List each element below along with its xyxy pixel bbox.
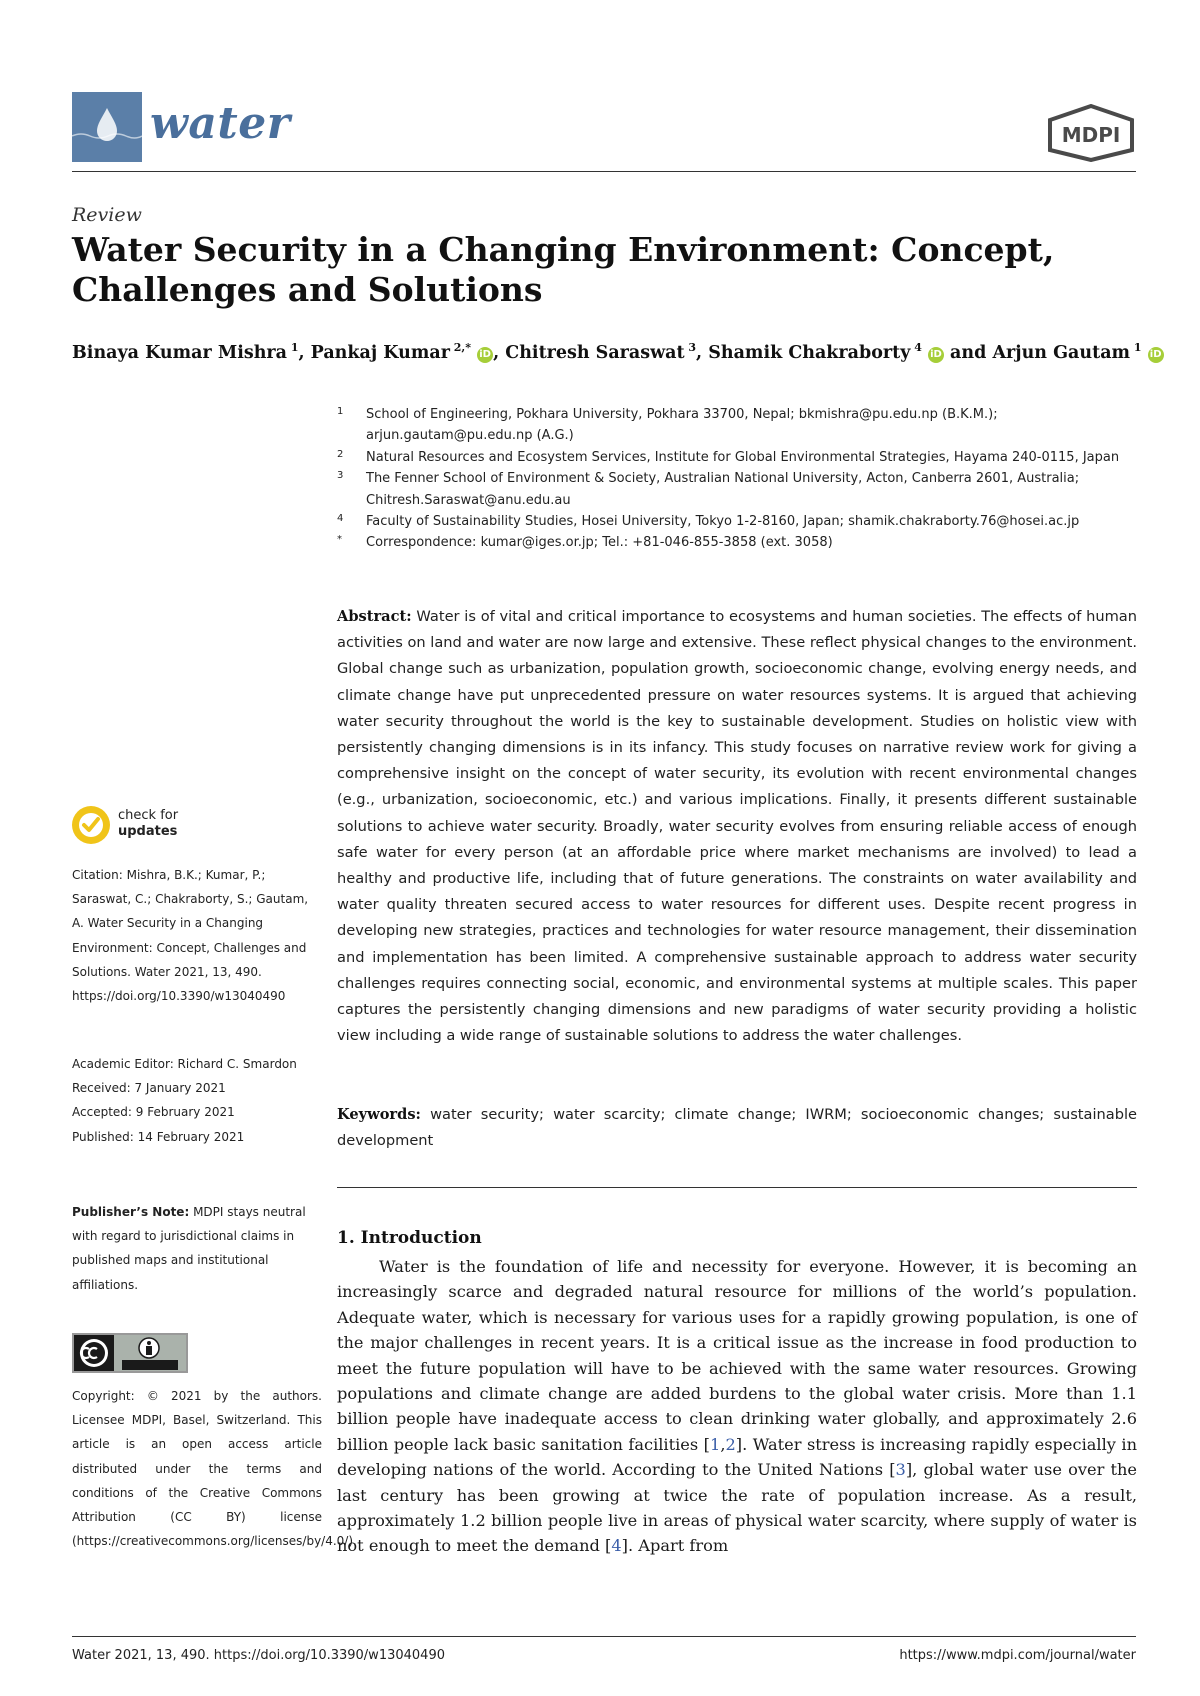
affiliation-item [337, 532, 1137, 553]
author-affiliation-mark: 3 [684, 341, 697, 354]
reference-link[interactable]: 4 [611, 1536, 622, 1556]
publisher-note-text: MDPI stays neutral with regard to jurisdictional claims in published maps and institutional affiliations. [72, 1205, 306, 1292]
author-affiliation-mark: 1 [286, 341, 299, 354]
section-divider [337, 1187, 1137, 1188]
orcid-icon[interactable]: iD [928, 347, 944, 363]
affiliation-item [337, 447, 1137, 468]
affiliation-text: Correspondence: kumar@iges.or.jp; Tel.: +81-046-855-3858 (ext. 3058) [366, 535, 833, 551]
author-separator: and [943, 342, 993, 363]
article-type: Review [72, 204, 142, 226]
introduction-paragraph: Water is the foundation of life and necessity for everyone. However, it is becoming an increasingly scarce and degraded natural resource for millions of the world’s population. Adequate water, which is necessary for various uses for a rapidly growing population, is one of the major challenges in recent years. It is a critical issue as the increase in food production to meet the future population will have to be achieved with the same water resources. Growing populations and climate change are added burdens to the global water crisis. More than 1.1 billion people have inadequate access to clean drinking water globally, and approximately 2.6 billion people lack basic sanitation facilities [1,2]. Water stress is increasing rapidly especially in developing nations of the world. According to the United Nations [3], global water use over the last century has been growing at twice the rate of population increase. As a result, approximately 1.2 billion people live in areas of physical water scarcity, where supply of water is not enough to meet the demand [4]. Apart from [337, 1257, 1137, 1556]
journal-name[interactable]: water [150, 98, 291, 149]
water-drop-icon [72, 92, 142, 162]
mdpi-logo-text: MDPI [1061, 123, 1121, 147]
mdpi-logo-icon [1046, 104, 1136, 162]
author-name[interactable]: Arjun Gautam [992, 342, 1131, 363]
publisher-note-label: Publisher’s Note: [72, 1205, 190, 1219]
keywords [337, 1102, 1137, 1154]
intro-text: ]. Water stress is increasing rapidly especially in developing nations of the world. According to the United Nations [ [337, 1434, 1137, 1480]
article-title: Water Security in a Changing Environment: Concept, Challenges and Solutions [72, 230, 1055, 309]
author-list [72, 341, 1162, 363]
affiliation-item [337, 404, 1137, 447]
abstract [337, 604, 1137, 1049]
keywords-label: Keywords: [337, 1106, 421, 1123]
article-date-line: Received: 7 January 2021 [72, 1081, 226, 1096]
author-affiliation-mark: 2,* [449, 341, 471, 354]
check-updates-line2: updates [118, 824, 178, 839]
affiliation-text: Faculty of Sustainability Studies, Hosei University, Tokyo 1-2-8160, Japan; shamik.chakraborty.76@hosei.ac.jp [366, 514, 1080, 530]
orcid-icon[interactable]: iD [1148, 347, 1164, 363]
footer-divider [72, 1636, 1136, 1637]
affiliation-text: The Fenner School of Environment & Society, Australian National University, Acton, Canberra 2601, Australia; Chitresh.Saraswat@anu.edu.au [366, 471, 1080, 508]
affiliation-number: 4 [337, 513, 344, 525]
affiliation-item [337, 511, 1137, 532]
check-updates-line1: check for [118, 808, 179, 823]
affiliation-item [337, 468, 1137, 511]
article-dates [72, 1052, 322, 1149]
reference-link[interactable]: 3 [895, 1460, 906, 1480]
copyright-notice: Copyright: © 2021 by the authors. Licensee MDPI, Basel, Switzerland. This article is an open access article distributed under the terms and conditions of the Creative Commons Attribution (CC BY) license (https://creativecommons.org/licenses/by/4.0/). [72, 1389, 357, 1549]
affiliation-number: 1 [337, 406, 344, 417]
affiliation-number: 3 [337, 470, 344, 482]
article-date-line: Academic Editor: Richard C. Smardon [72, 1057, 297, 1071]
affiliation-text: Natural Resources and Ecosystem Services, Institute for Global Environmental Strategies, Hayama 240-0115, Japan [366, 449, 1120, 465]
author-name[interactable]: Chitresh Saraswat [505, 342, 685, 363]
author-name[interactable]: Shamik Chakraborty [708, 342, 911, 363]
section-heading: 1. Introduction [337, 1228, 482, 1248]
orcid-icon[interactable]: iD [477, 347, 493, 363]
abstract-label: Abstract: [337, 608, 412, 625]
author-affiliation-mark: 1 [1130, 341, 1142, 354]
intro-text: ], global water use over the last century has been growing at twice the rate of population increase. As a result, approximately 1.2 billion people live in areas of physical water scarcity, where supply of water is not enough to meet the demand [ [337, 1460, 1137, 1556]
author-name[interactable]: Binaya Kumar Mishra [72, 342, 287, 363]
header-divider [72, 171, 1136, 172]
author-name[interactable]: Pankaj Kumar [310, 342, 450, 363]
keywords-text: water security; water scarcity; climate change; IWRM; socioeconomic changes; sustainable development [337, 1106, 1138, 1149]
footer-citation[interactable]: Water 2021, 13, 490. https://doi.org/10.3390/w13040490 [72, 1648, 445, 1663]
check-for-updates-badge[interactable] [72, 806, 202, 846]
abstract-text: Water is of vital and critical importance to ecosystems and human societies. The effects of human activities on land and water are now large and extensive. These reflect physical changes to the environment. Global change such as urbanization, population growth, socioeconomic change, evolving energy needs, and climate change have put unprecedented pressure on water resources systems. It is argued that achieving water security throughout the world is the key to sustainable development. Studies on holistic view with persistently changing dimensions is in its infancy. This study focuses on narrative review work for giving a comprehensive insight on the concept of water security, its evolution with recent environmental changes (e.g., urbanization, socioeconomic, etc.) and various implications. Finally, it presents different sustainable solutions to achieve water security. Broadly, water security evolves from ensuring reliable access of enough safe water for every person (at an affordable price where market mechanisms are involved) to lead a healthy and productive life, including that of future generations. The constraints on water availability and water quality threaten secured access to water resources for different uses. Despite recent progress in developing new strategies, practices and technologies for water resource management, their dissemination and implementation has been limited. A comprehensive sustainable approach to address water security challenges requires connecting social, economic, and environmental systems at multiple scales. This paper captures the persistently changing dimensions and new paradigms of water security providing a holistic view including a wide range of sustainable solutions to address the water challenges. [337, 608, 1137, 1045]
author-separator: , [696, 342, 709, 363]
journal-logo[interactable] [72, 92, 142, 162]
author-separator: , [493, 342, 506, 363]
publisher-note [72, 1200, 322, 1297]
mdpi-logo[interactable] [1046, 104, 1136, 162]
author-affiliation-mark: 4 [910, 341, 922, 354]
cc-by-license-icon[interactable] [72, 1333, 188, 1373]
check-for-updates-icon [72, 806, 110, 844]
article-date-line: Published: 14 February 2021 [72, 1129, 245, 1144]
intro-text: ]. Apart from [621, 1536, 729, 1556]
affiliation-number: 2 [337, 448, 344, 460]
author-separator: , [298, 342, 311, 363]
affiliation-text: School of Engineering, Pokhara University, Pokhara 33700, Nepal; bkmishra@pu.edu.np (B.K.M.); arjun.gautam@pu.edu.np (A.G.) [366, 407, 998, 444]
footer-journal-url[interactable]: https://www.mdpi.com/journal/water [899, 1648, 1136, 1663]
article-date-line: Accepted: 9 February 2021 [72, 1105, 235, 1120]
intro-text: Water is the foundation of life and necessity for everyone. However, it is becoming an increasingly scarce and degraded natural resource for millions of the world’s population. Adequate water, which is necessary for various uses for a rapidly growing population, is one of the major challenges in recent years. It is a critical issue as the increase in food production to meet the future population will have to be achieved with the same water resources. Growing populations and climate change are added burdens to the global water crisis. More than 1.1 billion people have inadequate access to clean drinking water globally, and approximately 2.6 billion people lack basic sanitation facilities [ [337, 1257, 1137, 1454]
affiliation-number: * [337, 534, 342, 546]
affiliations [337, 404, 1137, 554]
reference-link[interactable]: 2 [725, 1434, 736, 1454]
citation: Citation: Mishra, B.K.; Kumar, P.; Saraswat, C.; Chakraborty, S.; Gautam, A. Water Security in a Changing Environment: Concept, Challenges and Solutions. Water 2021, 13, 490. https://doi.org/10.3390/w13040490 [72, 868, 309, 1004]
reference-link[interactable]: 1 [710, 1434, 721, 1454]
